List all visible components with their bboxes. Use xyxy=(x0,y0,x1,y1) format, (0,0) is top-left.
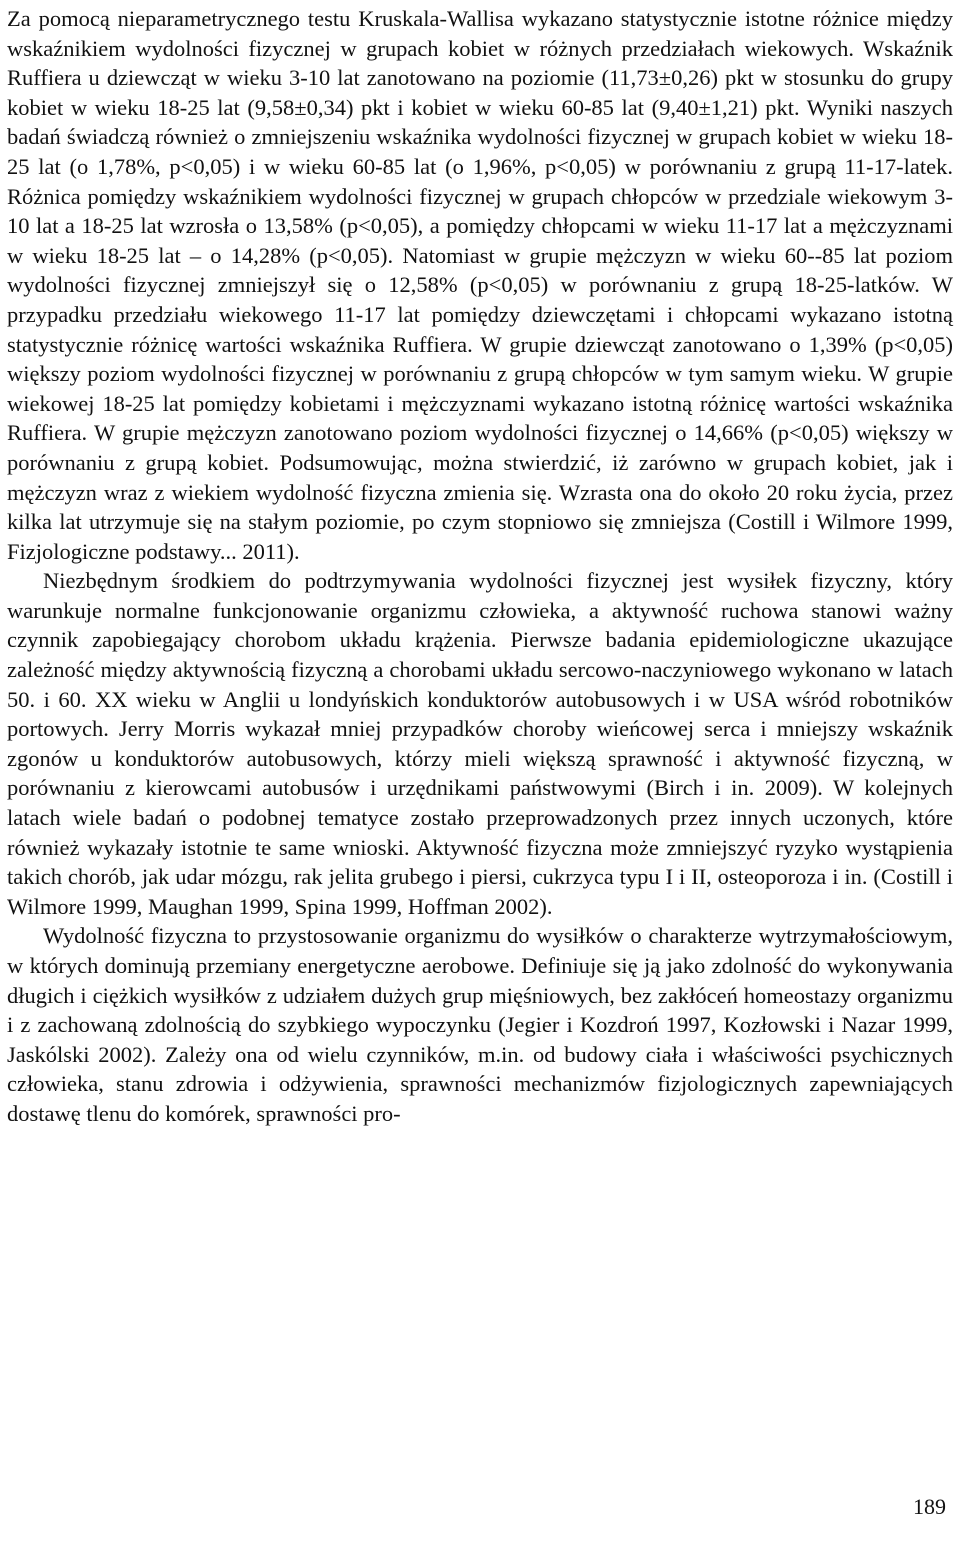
page-number: 189 xyxy=(913,1494,946,1519)
paragraph-results: Za pomocą nieparametrycznego testu Kruskala-Wallisa wykazano statystycznie istotne różnice między wskaźnikiem wydolności fizycznej w grupach kobiet w różnych przedziałach wiekowych. Wskaźnik Ruffiera u dziewcząt w wieku 3-10 lat zanotowano na poziomie (11,73±0,26) pkt w stosunku do grupy kobiet w wieku 18-25 lat (9,58±0,34) pkt i kobiet w wieku 60-85 lat (9,40±1,21) pkt. Wyniki naszych badań świadczą również o zmniejszeniu wskaźnika wydolności fizycznej w grupach kobiet w wieku 18-25 lat (o 1,78%, p<0,05) i w wieku 60-85 lat (o 1,96%, p<0,05) w porównaniu z grupą 11-17-latek. Różnica pomiędzy wskaźnikiem wydolności fizycznej w grupach chłopców w przedziale wiekowym 3-10 lat a 18-25 lat wzrosła o 13,58% (p<0,05), a pomiędzy chłopcami w wieku 11-17 lat a mężczyznami w wieku 18-25 lat – o 14,28% (p<0,05). Natomiast w grupie mężczyzn w wieku 60--85 lat poziom wydolności fizycznej zmniejszył się o 12,58% (p<0,05) w porównaniu z grupą 18-25-latków. W przypadku przedziału wiekowego 11-17 lat pomiędzy dziewczętami i chłopcami wykazano istotną statystycznie różnicę wartości wskaźnika Ruffiera. W grupie dziewcząt zanotowano o 1,39% (p<0,05) większy poziom wydolności fizycznej w porównaniu z grupą chłopców w tym samym wieku. W grupie wiekowej 18-25 lat pomiędzy kobietami i mężczyznami wykazano istotną różnicę wartości wskaźnika Ruffiera. W grupie mężczyzn zanotowano poziom wydolności fizycznej o 14,66% (p<0,05) większy w porównaniu z grupą kobiet. Podsumowując, można stwierdzić, iż zarówno w grupach kobiet, jak i mężczyzn wraz z wiekiem wydolność fizyczna zmienia się. Wzrasta ona do około 20 roku życia, przez kilka lat utrzymuje się na stałym poziomie, po czym stopniowo się zmniejsza (Costill i Wilmore 1999, Fizjologiczne podstawy... 2011). xyxy=(7,6,953,564)
paragraph-physical-capacity: Wydolność fizyczna to przystosowanie organizmu do wysiłków o charakterze wytrzymałościowym, w których dominują przemiany energetyczne aerobowe. Definiuje się ją jako zdolność do wykonywania długich i ciężkich wysiłków z udziałem dużych grup mięśniowych, bez zakłóceń homeostazy organizmu i z zachowaną zdolnością do szybkiego wypoczynku (Jegier i Kozdroń 1997, Kozłowski i Nazar 1999, Jaskólski 2002). Zależy ona od wielu czynników, m.in. od budowy ciała i właściwości psychicznych człowieka, stanu zdrowia i odżywienia, sprawności mechanizmów fizjologicznych zapewniających dostawę tlenu do komórek, sprawności pro- xyxy=(7,923,953,1126)
page-body xyxy=(7,4,953,1129)
paragraph-physical-activity: Niezbędnym środkiem do podtrzymywania wydolności fizycznej jest wysiłek fizyczny, który warunkuje normalne funkcjonowanie organizmu człowieka, a aktywność ruchowa stanowi ważny czynnik zapobiegający chorobom układu krążenia. Pierwsze badania epidemiologiczne ukazujące zależność między aktywnością fizyczną a chorobami układu sercowo-naczyniowego wykonano w latach 50. i 60. XX wieku w Anglii u londyńskich konduktorów autobusowych i w USA wśród robotników portowych. Jerry Morris wykazał mniej przypadków choroby wieńcowej serca i mniejszy wskaźnik zgonów u konduktorów autobusowych, którzy mieli większą sprawność i aktywność fizyczną, w porównaniu z kierowcami autobusów i urzędnikami państwowymi (Birch i in. 2009). W kolejnych latach wiele badań o podobnej tematyce zostało przeprowadzonych przez innych uczonych, które również wykazały istotnie te same wnioski. Aktywność fizyczna może zmniejszyć ryzyko wystąpienia takich chorób, jak udar mózgu, rak jelita grubego i piersi, cukrzyca typu I i II, osteoporoza i in. (Costill i Wilmore 1999, Maughan 1999, Spina 1999, Hoffman 2002). xyxy=(7,568,953,919)
